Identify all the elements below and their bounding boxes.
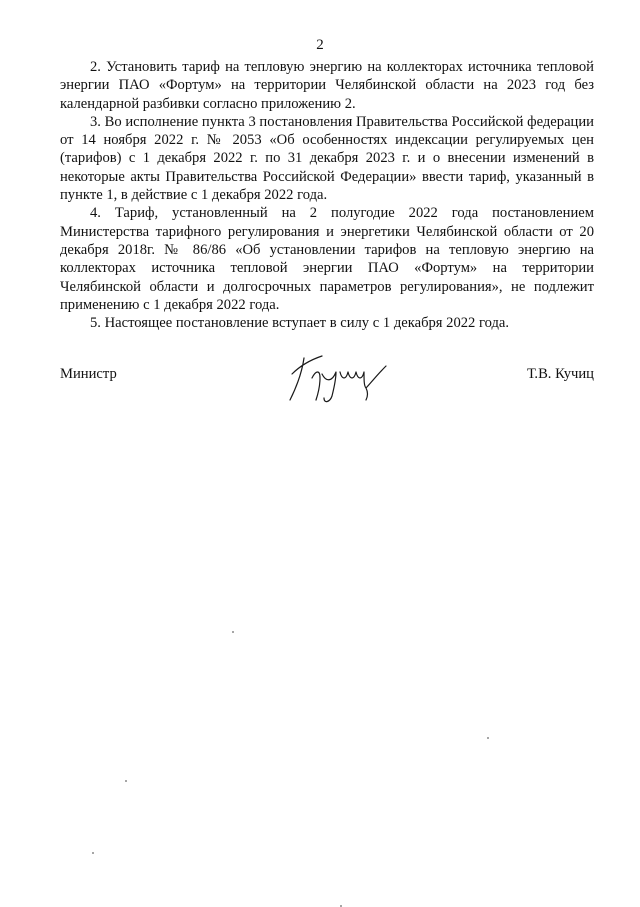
scan-speck (340, 905, 342, 907)
paragraph-2: 2. Установить тариф на тепловую энергию на коллекторах источника тепловой энергии ПАО «Фортум» на территории Челябинской области на 2023 год без календарной разбивки согласно приложению 2. (60, 59, 594, 112)
paragraph-3: 3. Во исполнение пункта 3 постановления Правительства Российской федерации от 14 ноября 2022 г. № 2053 «Об особенностях индексации регулируемых цен (тарифов) с 1 декабря 2022 г. по 31 декабря 2023 г. и о внесении изменений в некоторые акты Правительства Российской Федерации» ввести тариф, указанный в пункте 1, в действие с 1 декабря 2022 года. (60, 113, 594, 204)
signatory-title: Министр (60, 366, 117, 382)
scan-speck (232, 631, 234, 633)
signatory-name: Т.В. Кучиц (526, 366, 594, 382)
document-body (60, 58, 594, 332)
scan-speck (487, 737, 489, 739)
page-number: 2 (316, 37, 324, 53)
scan-speck (92, 852, 94, 854)
handwritten-signature (282, 344, 412, 410)
signature-block (60, 360, 594, 420)
paragraph-5: 5. Настоящее постановление вступает в силу с 1 декабря 2022 года. (90, 315, 510, 332)
scan-speck (125, 780, 127, 782)
paragraph-4: 4. Тариф, установленный на 2 полугодие 2022 года постановлением Министерства тарифного регулирования и энергетики Челябинской области от 20 декабря 2018г. № 86/86 «Об установлении тарифов на тепловую энергию на коллекторах источника тепловой энергии ПАО «Фортум» на территории Челябинской области и долгосрочных параметров регулирования», не подлежит применению с 1 декабря 2022 года. (60, 205, 594, 313)
